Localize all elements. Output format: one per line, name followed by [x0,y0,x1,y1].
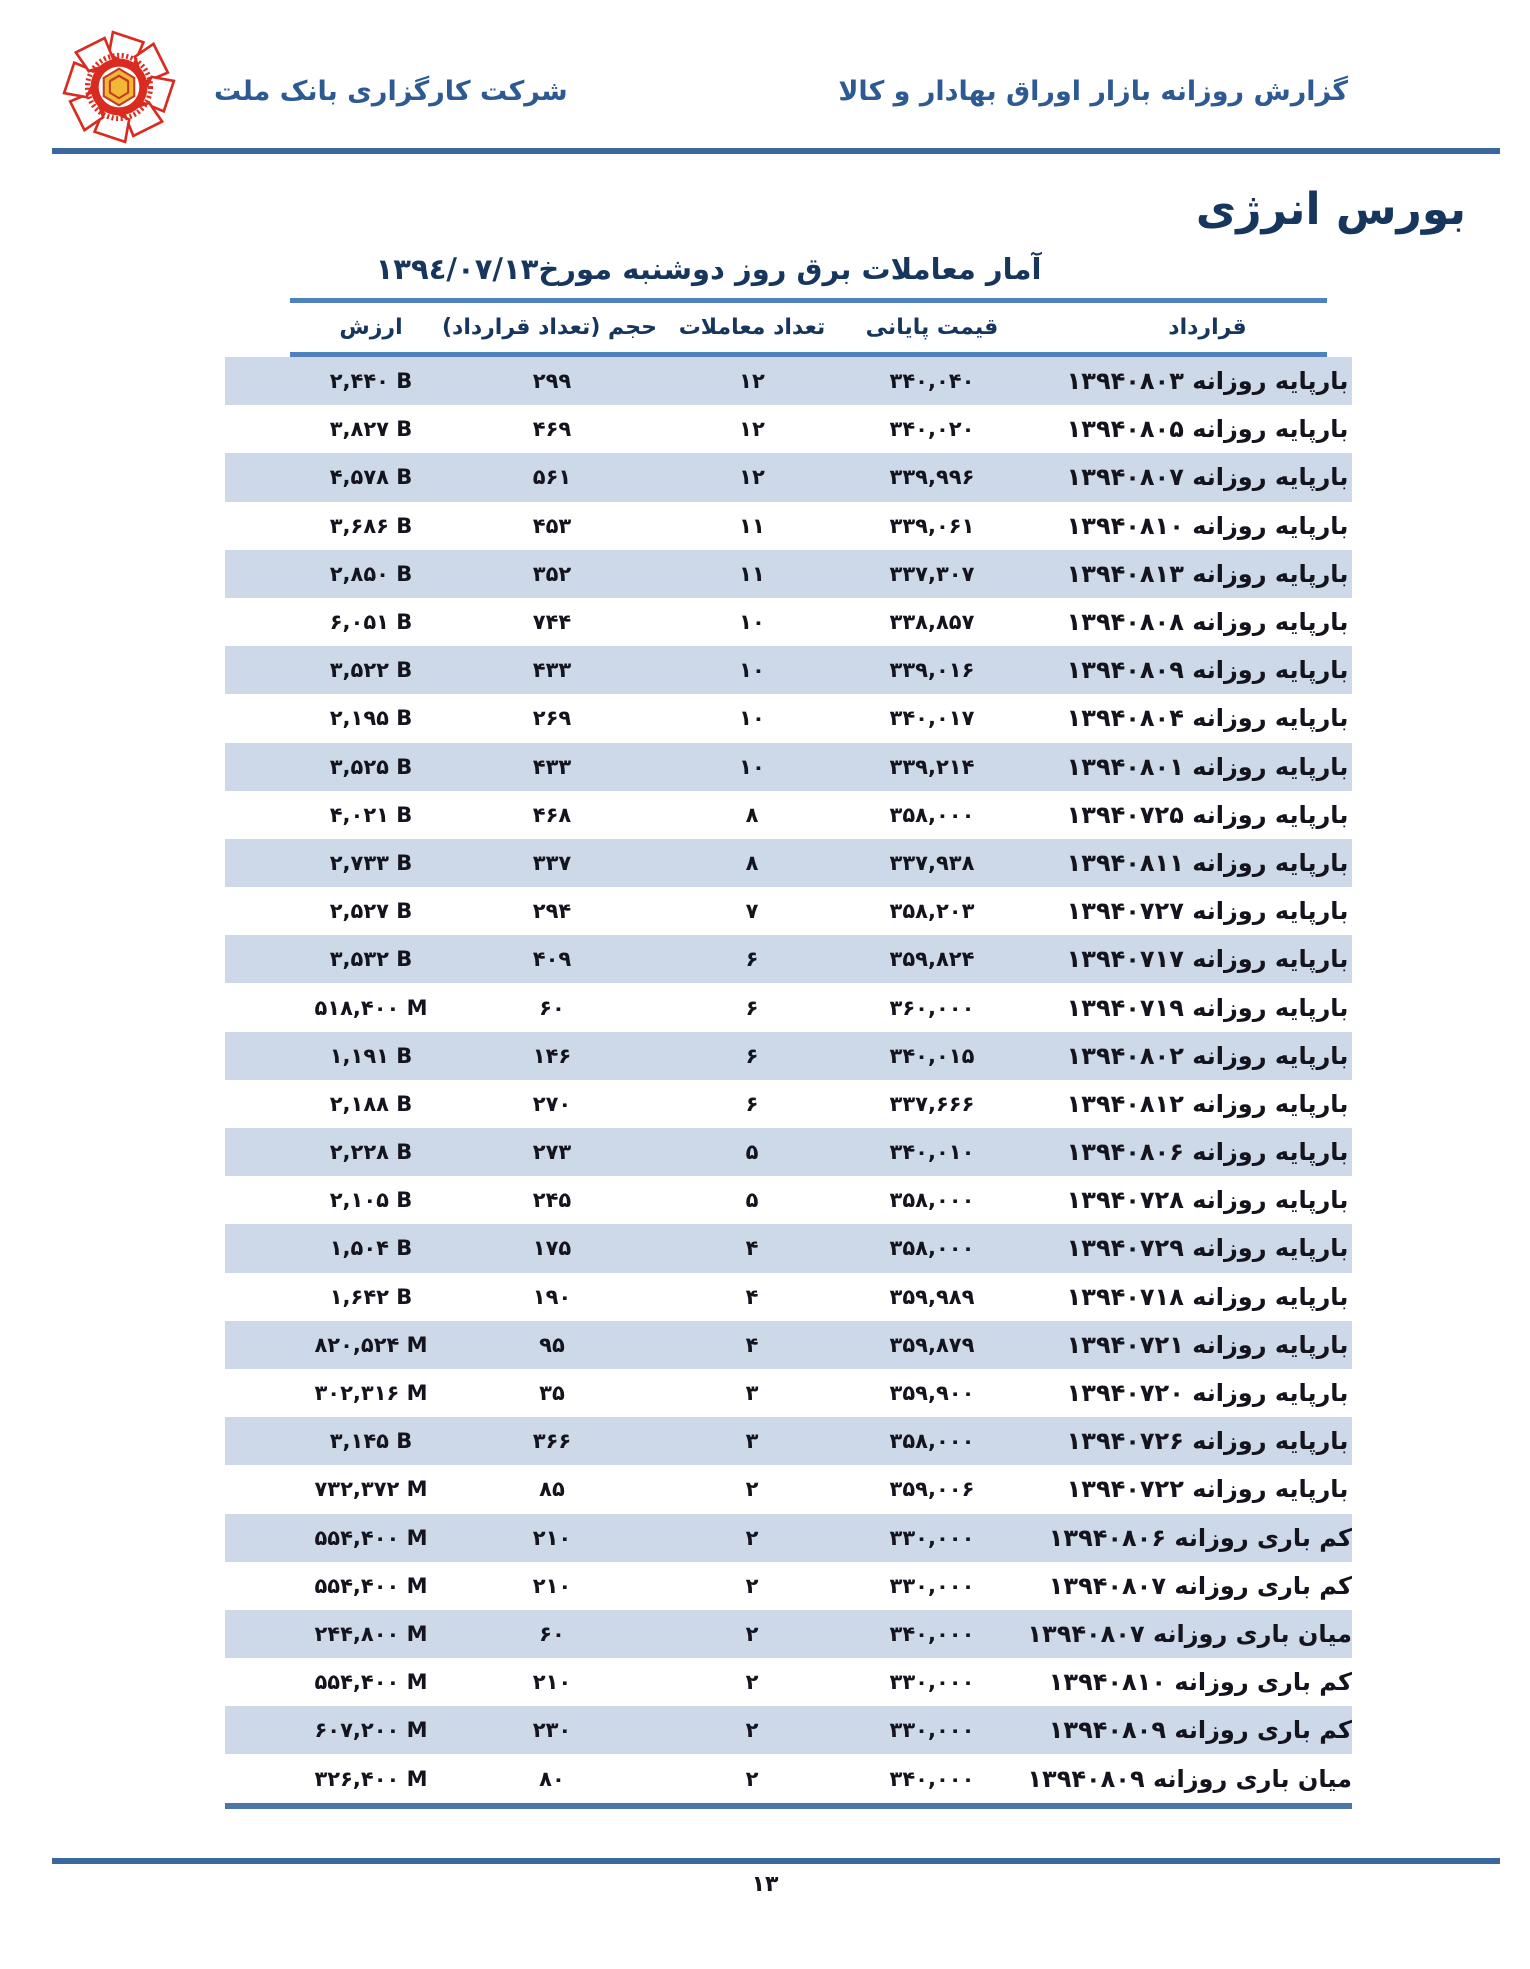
cell-volume: ۴۶۸ [532,802,572,827]
cell-contract: بارپایه روزانه ۱۳۹۴۰۷۱۹ [1066,993,1349,1022]
cell-closing-price: ۳۳۷,۶۶۶ [889,1091,975,1116]
cell-closing-price: ۳۴۰,۰۰۰ [889,1621,975,1646]
cell-volume: ۲۷۳ [532,1140,572,1165]
table-row [225,935,1352,983]
cell-closing-price: ۳۳۹,۹۹۶ [889,465,975,490]
cell-contract: بارپایه روزانه ۱۳۹۴۰۷۲۶ [1066,1427,1349,1456]
cell-closing-price: ۳۳۷,۳۰۷ [889,561,975,586]
cell-volume: ۹۵ [539,1332,565,1357]
cell-value: ۲,۱۹۵ B [329,706,413,731]
table-row [225,646,1352,694]
column-header-value: ارزش [339,315,403,340]
cell-volume: ۴۰۹ [532,947,572,972]
cell-closing-price: ۳۳۰,۰۰۰ [889,1670,975,1695]
cell-closing-price: ۳۳۰,۰۰۰ [889,1525,975,1550]
column-header-contract: قرارداد [1168,315,1247,340]
cell-trade-count: ۶ [745,947,759,972]
cell-contract: بارپایه روزانه ۱۳۹۴۰۸۰۴ [1066,704,1349,733]
cell-closing-price: ۳۴۰,۰۱۵ [889,1043,975,1068]
cell-value: ۱,۱۹۱ B [329,1043,413,1068]
cell-volume: ۴۶۹ [532,417,572,442]
cell-value: ۳,۶۸۶ B [329,513,413,538]
table-row [225,1754,1352,1802]
cell-closing-price: ۳۵۹,۸۷۹ [889,1332,975,1357]
cell-closing-price: ۳۴۰,۰۴۰ [889,369,975,394]
table-body [225,357,1352,1803]
cell-contract: بارپایه روزانه ۱۳۹۴۰۸۱۳ [1066,559,1349,588]
cell-value: ۱,۵۰۴ B [329,1236,413,1261]
cell-value: ۴,۰۲۱ B [329,802,413,827]
cell-closing-price: ۳۵۹,۹۰۰ [889,1381,975,1406]
table-row [225,357,1352,405]
cell-value: ۲,۸۵۰ B [329,561,413,586]
cell-contract: بارپایه روزانه ۱۳۹۴۰۸۱۱ [1066,848,1349,877]
cell-trade-count: ۱۰ [739,658,765,683]
cell-volume: ۴۳۳ [532,754,572,779]
table-row [225,1176,1352,1224]
cell-volume: ۲۷۰ [532,1091,572,1116]
cell-closing-price: ۳۳۹,۰۱۶ [889,658,975,683]
cell-value: ۲,۵۲۷ B [329,899,413,924]
cell-volume: ۳۶۶ [532,1429,572,1454]
cell-value: ۳,۱۴۵ B [329,1429,413,1454]
table-row [225,598,1352,646]
cell-value: ۵۱۸,۴۰۰ M [314,995,428,1020]
table-title: آمار معاملات برق روز دوشنبه مورخ۱۳۹٤/۰۷/۱۳ [375,252,1042,286]
cell-value: ۶,۰۵۱ B [329,610,413,635]
cell-volume: ۱۷۵ [532,1236,572,1261]
cell-contract: بارپایه روزانه ۱۳۹۴۰۷۲۲ [1066,1475,1349,1504]
report-title: گزارش روزانه بازار اوراق بهادار و کالا [838,76,1348,107]
cell-trade-count: ۵ [745,1140,759,1165]
cell-value: ۵۵۴,۴۰۰ M [314,1670,428,1695]
cell-volume: ۲۱۰ [532,1525,572,1550]
table-row [225,1273,1352,1321]
table-row [225,1417,1352,1465]
cell-trade-count: ۳ [745,1429,759,1454]
cell-volume: ۶۰ [539,995,565,1020]
company-name: شرکت کارگزاری بانک ملت [214,76,568,107]
cell-volume: ۲۱۰ [532,1573,572,1598]
cell-value: ۸۲۰,۵۲۴ M [314,1332,428,1357]
cell-trade-count: ۱۲ [739,465,765,490]
cell-volume: ۳۵ [539,1381,565,1406]
cell-contract: بارپایه روزانه ۱۳۹۴۰۷۱۸ [1066,1282,1349,1311]
cell-closing-price: ۳۴۰,۰۱۷ [889,706,975,731]
cell-contract: بارپایه روزانه ۱۳۹۴۰۷۲۱ [1066,1330,1349,1359]
cell-trade-count: ۱۰ [739,610,765,635]
cell-value: ۳۲۶,۴۰۰ M [314,1766,428,1791]
cell-volume: ۳۳۷ [532,850,572,875]
table-row [225,1706,1352,1754]
cell-trade-count: ۱۱ [739,513,765,538]
table-row [225,1128,1352,1176]
cell-closing-price: ۳۵۹,۰۰۶ [889,1477,975,1502]
cell-trade-count: ۲ [745,1477,759,1502]
cell-closing-price: ۳۳۷,۹۳۸ [889,850,975,875]
cell-trade-count: ۴ [745,1332,759,1357]
cell-volume: ۵۶۱ [532,465,572,490]
cell-contract: بارپایه روزانه ۱۳۹۴۰۷۲۵ [1066,800,1349,829]
table-row [225,791,1352,839]
cell-value: ۲۴۴,۸۰۰ M [314,1621,428,1646]
cell-contract: بارپایه روزانه ۱۳۹۴۰۷۲۰ [1066,1379,1349,1408]
cell-trade-count: ۲ [745,1718,759,1743]
column-header-closing-price: قیمت پایانی [865,315,999,340]
cell-trade-count: ۴ [745,1236,759,1261]
cell-contract: کم باری روزانه ۱۳۹۴۰۸۰۶ [1048,1523,1352,1552]
cell-contract: میان باری روزانه ۱۳۹۴۰۸۰۹ [1027,1764,1352,1793]
cell-contract: بارپایه روزانه ۱۳۹۴۰۷۲۷ [1066,897,1349,926]
cell-value: ۳,۵۲۲ B [329,658,413,683]
bank-mellat-logo-graphic [58,26,180,148]
header-divider-line [52,148,1500,154]
cell-value: ۶۰۷,۲۰۰ M [314,1718,428,1743]
cell-volume: ۲۶۹ [532,706,572,731]
table-row [225,405,1352,453]
cell-closing-price: ۳۵۹,۸۲۴ [889,947,975,972]
table-row [225,887,1352,935]
cell-contract: بارپایه روزانه ۱۳۹۴۰۸۰۶ [1066,1138,1349,1167]
cell-volume: ۶۰ [539,1621,565,1646]
cell-trade-count: ۳ [745,1381,759,1406]
table-row [225,550,1352,598]
cell-volume: ۲۹۴ [532,899,572,924]
cell-contract: بارپایه روزانه ۱۳۹۴۰۸۰۲ [1066,1041,1349,1070]
cell-volume: ۲۹۹ [532,369,572,394]
footer-divider-line [52,1858,1500,1864]
cell-volume: ۱۴۶ [532,1043,572,1068]
cell-closing-price: ۳۳۸,۸۵۷ [889,610,975,635]
cell-trade-count: ۶ [745,1043,759,1068]
cell-closing-price: ۳۶۰,۰۰۰ [889,995,975,1020]
table-row [225,453,1352,501]
cell-trade-count: ۱۱ [739,561,765,586]
trades-table [225,298,1352,1809]
table-row [225,1032,1352,1080]
cell-closing-price: ۳۴۰,۰۰۰ [889,1766,975,1791]
page-number: ۱۳ [751,1872,779,1897]
cell-volume: ۸۵ [539,1477,565,1502]
cell-contract: بارپایه روزانه ۱۳۹۴۰۸۱۲ [1066,1089,1349,1118]
cell-contract: بارپایه روزانه ۱۳۹۴۰۷۲۹ [1066,1234,1349,1263]
cell-closing-price: ۳۴۰,۰۱۰ [889,1140,975,1165]
cell-trade-count: ۷ [745,899,759,924]
cell-trade-count: ۲ [745,1766,759,1791]
cell-contract: بارپایه روزانه ۱۳۹۴۰۸۰۸ [1066,608,1349,637]
cell-value: ۲,۴۴۰ B [329,369,413,394]
cell-trade-count: ۲ [745,1573,759,1598]
cell-contract: بارپایه روزانه ۱۳۹۴۰۸۱۰ [1066,511,1349,540]
cell-closing-price: ۳۳۰,۰۰۰ [889,1718,975,1743]
cell-closing-price: ۳۴۰,۰۲۰ [889,417,975,442]
cell-contract: کم باری روزانه ۱۳۹۴۰۸۱۰ [1048,1668,1352,1697]
cell-volume: ۴۵۳ [532,513,572,538]
cell-contract: بارپایه روزانه ۱۳۹۴۰۷۱۷ [1066,945,1349,974]
cell-trade-count: ۵ [745,1188,759,1213]
column-header-volume: حجم (تعداد قرارداد) [441,315,657,340]
cell-closing-price: ۳۵۹,۹۸۹ [889,1284,975,1309]
cell-closing-price: ۳۳۹,۲۱۴ [889,754,975,779]
cell-trade-count: ۲ [745,1525,759,1550]
cell-value: ۲,۱۸۸ B [329,1091,413,1116]
cell-closing-price: ۳۳۹,۰۶۱ [889,513,975,538]
cell-value: ۴,۵۷۸ B [329,465,413,490]
cell-trade-count: ۲ [745,1621,759,1646]
table-bottom-rule [225,1803,1352,1809]
cell-contract: بارپایه روزانه ۱۳۹۴۰۸۰۹ [1066,656,1349,685]
table-row [225,1369,1352,1417]
cell-contract: بارپایه روزانه ۱۳۹۴۰۸۰۳ [1066,367,1349,396]
cell-trade-count: ۶ [745,1091,759,1116]
cell-value: ۲,۱۰۵ B [329,1188,413,1213]
cell-value: ۳,۵۲۵ B [329,754,413,779]
table-header-row [225,303,1352,352]
cell-volume: ۸۰ [539,1766,565,1791]
table-row [225,1562,1352,1610]
table-row [225,839,1352,887]
column-header-trade-count: تعداد معاملات [678,315,826,340]
section-title-energy-exchange: بورس انرژی [1195,184,1466,235]
cell-value: ۳۰۲,۳۱۶ M [314,1381,428,1406]
table-row [225,1514,1352,1562]
cell-closing-price: ۳۳۰,۰۰۰ [889,1573,975,1598]
table-row [225,1321,1352,1369]
table-row [225,983,1352,1031]
cell-closing-price: ۳۵۸,۲۰۳ [889,899,975,924]
cell-closing-price: ۳۵۸,۰۰۰ [889,1429,975,1454]
cell-value: ۷۳۲,۳۷۲ M [314,1477,428,1502]
table-row [225,743,1352,791]
cell-contract: بارپایه روزانه ۱۳۹۴۰۸۰۷ [1066,463,1349,492]
cell-trade-count: ۶ [745,995,759,1020]
cell-contract: کم باری روزانه ۱۳۹۴۰۸۰۷ [1048,1571,1352,1600]
cell-contract: بارپایه روزانه ۱۳۹۴۰۸۰۵ [1066,415,1349,444]
table-row [225,1658,1352,1706]
cell-contract: بارپایه روزانه ۱۳۹۴۰۷۲۸ [1066,1186,1349,1215]
cell-closing-price: ۳۵۸,۰۰۰ [889,802,975,827]
cell-value: ۵۵۴,۴۰۰ M [314,1573,428,1598]
cell-trade-count: ۱۰ [739,754,765,779]
cell-value: ۵۵۴,۴۰۰ M [314,1525,428,1550]
bank-mellat-logo [58,26,180,148]
cell-volume: ۳۵۲ [532,561,572,586]
cell-contract: بارپایه روزانه ۱۳۹۴۰۸۰۱ [1066,752,1349,781]
cell-closing-price: ۳۵۸,۰۰۰ [889,1236,975,1261]
cell-closing-price: ۳۵۸,۰۰۰ [889,1188,975,1213]
cell-trade-count: ۱۰ [739,706,765,731]
cell-trade-count: ۴ [745,1284,759,1309]
table-row [225,1610,1352,1658]
cell-trade-count: ۸ [745,802,759,827]
cell-trade-count: ۲ [745,1670,759,1695]
cell-volume: ۲۱۰ [532,1670,572,1695]
cell-volume: ۲۳۰ [532,1718,572,1743]
table-row [225,502,1352,550]
cell-volume: ۴۳۳ [532,658,572,683]
cell-contract: میان باری روزانه ۱۳۹۴۰۸۰۷ [1027,1619,1352,1648]
cell-volume: ۷۴۴ [532,610,572,635]
cell-value: ۱,۶۴۲ B [329,1284,413,1309]
cell-volume: ۲۴۵ [532,1188,572,1213]
table-row [225,1224,1352,1272]
table-row [225,1080,1352,1128]
cell-trade-count: ۱۲ [739,369,765,394]
table-row [225,1465,1352,1513]
cell-trade-count: ۸ [745,850,759,875]
cell-value: ۳,۸۲۷ B [329,417,413,442]
table-row [225,694,1352,742]
cell-contract: کم باری روزانه ۱۳۹۴۰۸۰۹ [1048,1716,1352,1745]
cell-volume: ۱۹۰ [532,1284,572,1309]
cell-value: ۲,۷۳۳ B [329,850,413,875]
cell-trade-count: ۱۲ [739,417,765,442]
cell-value: ۲,۲۲۸ B [329,1140,413,1165]
cell-value: ۳,۵۳۲ B [329,947,413,972]
